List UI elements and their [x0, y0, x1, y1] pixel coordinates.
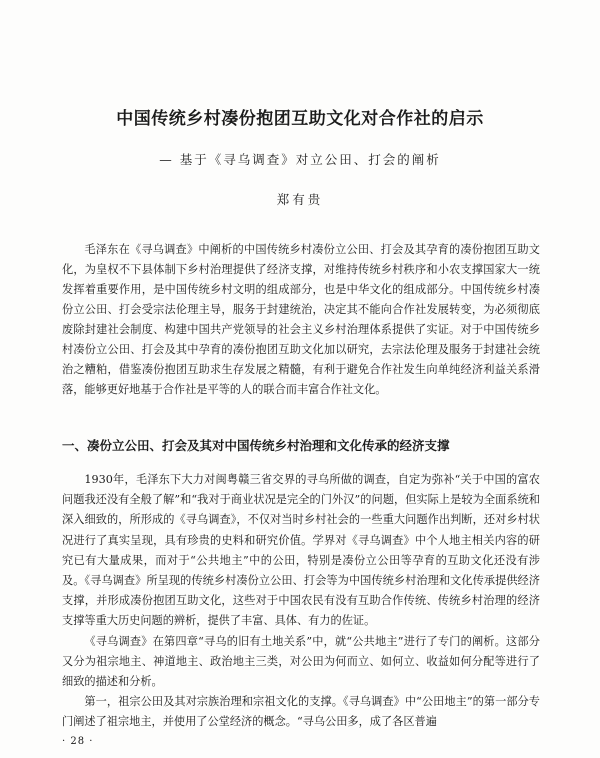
section-body [62, 470, 540, 733]
abstract-paragraph: 毛泽东在《寻乌调查》中阐析的中国传统乡村凑份立公田、打会及其孕育的凑份抱团互助文化，为皇权不下县体制下乡村治理提供了经济支撑，对维持传统乡村秩序和小农支撑国家大一统发挥着重要作用，是中国传统乡村文明的组成部分，也是中华文化的组成部分。中国传统乡村凑份立公田、打会受宗法伦理主导，服务于封建统治，决定其不能向合作社发展转变，为必须彻底废除封建社会制度、构建中国共产党领导的社会主义乡村治理体系提供了实证。对于中国传统乡村凑份立公田、打会及其中孕育的凑份抱团互助文化加以研究，去宗法伦理及服务于封建社会统治之糟粕，借鉴凑份抱团互助求生存发展之精髓，有利于避免合作社发生向单纯经济利益关系滑落，能够更好地基于合作社是平等的人的联合而丰富合作社文化。 [62, 243, 540, 396]
body-paragraph: 《寻乌调查》在第四章“寻乌的旧有土地关系”中，就“公共地主”进行了专门的阐析。这部分又分为祖宗地主、神道地主、政治地主三类，对公田为何而立、如何立、收益如何分配等进行了细致的描述和分析。 [62, 634, 540, 689]
body-paragraph: 1930年，毛泽东下大力对闽粤赣三省交界的寻乌所做的调查，自定为弥补“关于中国的富农问题我还没有全般了解”和“我对于商业状况是完全的门外汉”的问题，但实际上是较为全面系统和深入细致的，所形成的《寻乌调查》，不仅对当时乡村社会的一些重大问题作出判断，还对乡村状况进行了真实呈现，具有珍贵的史料和研究价值。学界对《寻乌调查》中个人地主相关内容的研究已有大量成果，而对于“公共地主”中的公田，特别是凑份立公田等孕育的互助文化还没有涉及。《寻乌调查》所呈现的传统乡村凑份立公田、打会等为中国传统乡村治理和文化传承提供经济支撑，并形成凑份抱团互助文化，这些对于中国农民有没有互助合作传统、传统乡村治理的经济支撑等重大历史问题的辨析，提供了丰富、具体、有力的佐证。 [62, 473, 540, 628]
article-title: 中国传统乡村凑份抱团互助文化对合作社的启示 [116, 109, 484, 129]
body-paragraph: 第一，祖宗公田及其对宗族治理和宗祖文化的支撑。《寻乌调查》中“公田地主”的第一部分专门阐述了祖宗地主，并使用了公堂经济的概念。“寻乌公田多，成了各区普遍 [62, 695, 540, 729]
article-subtitle: — 基于《寻乌调查》对立公田、打会的阐析 [159, 152, 441, 167]
page-number: · 28 · [62, 736, 94, 747]
section-heading: 一、凑份立公田、打会及其对中国传统乡村治理和文化传承的经济支撑 [62, 438, 450, 453]
article-author: 郑有贵 [276, 192, 324, 207]
